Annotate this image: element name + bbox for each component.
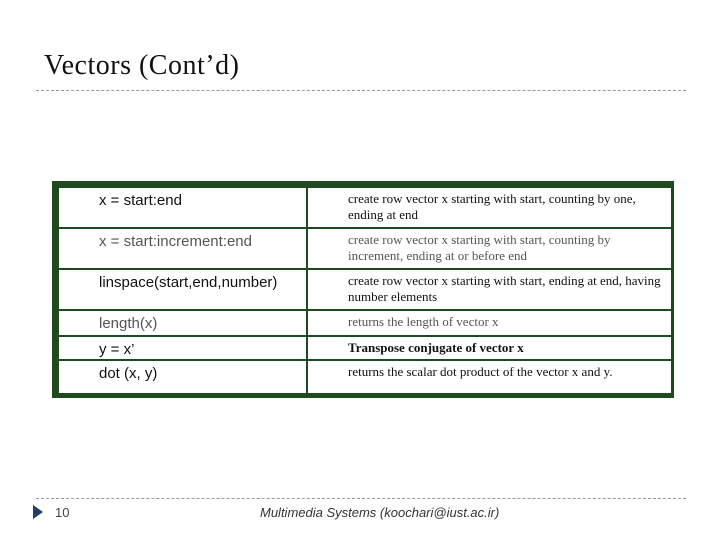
page-number: 10	[55, 505, 70, 520]
command-cell: y = x’	[58, 336, 307, 360]
description-cell: returns the length of vector x	[307, 310, 672, 336]
description-cell: create row vector x starting with start, ending at end, having number elements	[307, 269, 672, 310]
description-cell: Transpose conjugate of vector x	[307, 336, 672, 360]
table-row	[58, 336, 672, 360]
table-row	[58, 187, 672, 228]
command-cell: x = start:increment:end	[58, 228, 307, 269]
command-cell: length(x)	[58, 310, 307, 336]
footer-text: Multimedia Systems (koochari@iust.ac.ir)	[260, 505, 500, 520]
table-row	[58, 269, 672, 310]
description-cell: create row vector x starting with start, counting by increment, ending at or before end	[307, 228, 672, 269]
command-cell: dot (x, y)	[58, 360, 307, 394]
title-divider	[36, 90, 686, 91]
table-row	[58, 360, 672, 394]
description-cell: returns the scalar dot product of the vector x and y.	[307, 360, 672, 394]
table-row	[58, 228, 672, 269]
table-row	[58, 310, 672, 336]
vector-functions-table-frame	[52, 181, 674, 398]
command-cell: linspace(start,end,number)	[58, 269, 307, 310]
slide-title: Vectors (Cont’d)	[44, 50, 240, 81]
command-cell: x = start:end	[58, 187, 307, 228]
triangle-bullet-icon	[33, 505, 43, 519]
vector-functions-table	[57, 186, 673, 395]
description-cell: create row vector x starting with start, counting by one, ending at end	[307, 187, 672, 228]
footer-divider	[36, 498, 686, 499]
